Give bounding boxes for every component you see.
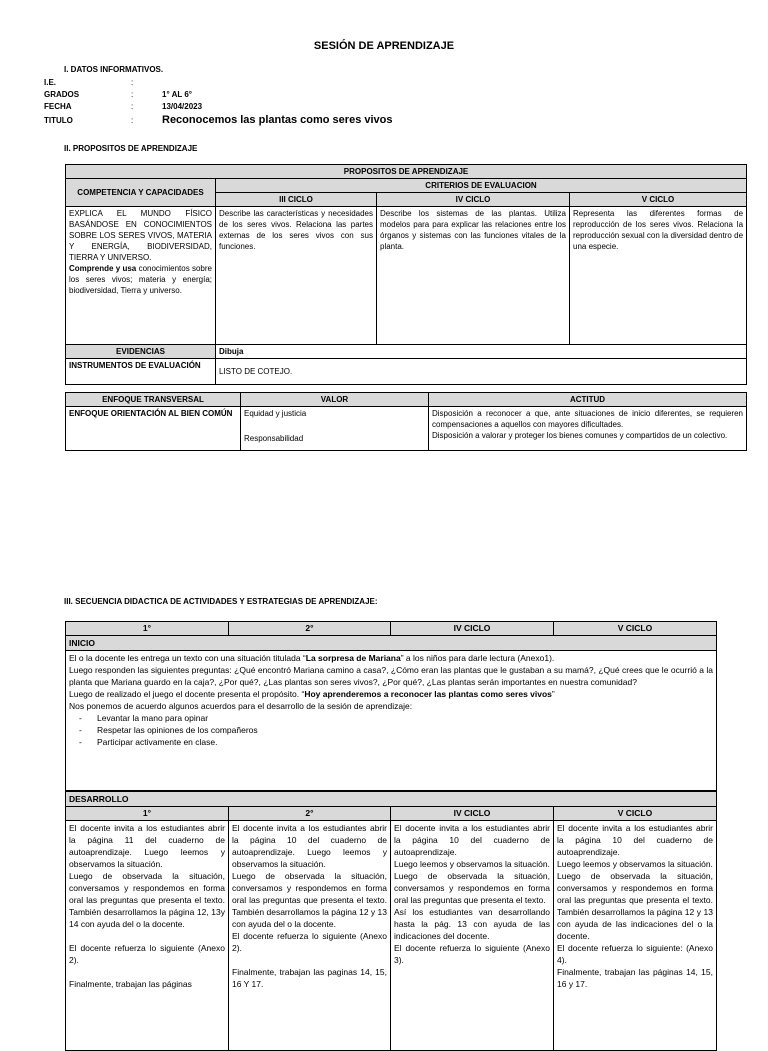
competencia-bold: Comprende y usa	[69, 264, 137, 273]
field-label: I.E.	[44, 78, 57, 87]
des-2-p: El docente refuerza lo siguiente (Anexo 2).	[232, 930, 387, 953]
des-1-p: Finalmente, trabajan las páginas	[69, 978, 192, 989]
field-sep: :	[131, 102, 134, 111]
des-v-p: Finalmente, trabajan las páginas 14, 15, 16 y 17.	[557, 966, 713, 989]
field-grados	[44, 90, 544, 102]
inicio-p3-c: ”	[551, 689, 555, 699]
ciclo-iii-header: III CICLO	[216, 193, 377, 207]
field-label: TITULO	[44, 116, 73, 125]
des-iv-p: El docente refuerza lo siguiente (Anexo 3).	[394, 942, 550, 965]
des-2-p: Luego de observada la situación, conversamos y respondemos en forma oral las preguntas que presenta el texto. También desarrollamos la página 12 y 13 con ayuda del o la docente.	[232, 870, 387, 929]
inicio-paragraph-3	[69, 688, 713, 700]
inicio-p1-c: ” a los niños para darle lectura (Anexo1).	[400, 653, 555, 663]
des-1-p: El docente invita a los estudiantes abrir la página 11 del cuaderno de autoaprendizaje. Luego leemos y observamos la situación.	[69, 822, 225, 869]
datos-informativos	[44, 78, 544, 128]
inicio-p1-a: El o la docente les entrega un texto con una situación titulada “	[69, 653, 306, 663]
criterio-iv-cell: Describe los sistemas de las plantas. Utiliza modelos para para explicar las relaciones entre los órganos y sistemas con las funciones vitales de la planta.	[377, 207, 570, 345]
des-col-1-header: 1°	[66, 806, 229, 820]
valor-1: Equidad y justicia	[244, 409, 307, 418]
field-value: 1° AL 6°	[162, 90, 192, 99]
competencia-cell	[66, 207, 216, 345]
des-col-iv-header: IV CICLO	[391, 806, 554, 820]
desarrollo-iv-cell	[391, 820, 554, 1050]
section-1-heading: I. DATOS INFORMATIVOS.	[64, 65, 164, 74]
col-iv-header: IV CICLO	[391, 622, 554, 636]
des-v-p: Luego de observada la situación, conversamos y respondemos en forma oral las preguntas que presenta el texto. También desarrollamos la página 12 y 13 con ayuda de las indicaciones del o la docente.	[557, 870, 713, 941]
acuerdo-item: - Participar activamente en clase.	[97, 736, 713, 748]
actitud-2: Disposición a valorar y proteger los bienes comunes y compartidos de un colectivo.	[432, 431, 728, 440]
section-2-heading: II. PROPOSITOS DE APRENDIZAJE	[64, 144, 198, 153]
field-sep: :	[131, 90, 134, 99]
des-v-p: Luego leemos y observamos la situación.	[557, 858, 713, 869]
desarrollo-v-cell	[554, 820, 717, 1050]
acuerdos-list	[69, 712, 713, 748]
des-v-p: El docente invita a los estudiantes abrir la página 10 del cuaderno de autoaprendizaje.	[557, 822, 713, 857]
instrumentos-value: LISTO DE COTEJO.	[216, 359, 747, 385]
inicio-paragraph-2: Luego responden las siguientes preguntas: ¿Qué encontró Mariana camino a casa?, ¿Cómo eran las plantas que le gustaban a su mamá?, ¿Qué crees que le ocurrió a la planta que Mariana guardo en la caja?, ¿Por qué?, ¿Las plantas son seres vivos?, ¿Por qué?, ¿Las plantas serán importantes en nuestra comunidad?	[69, 665, 713, 687]
enfoque-value: ENFOQUE ORIENTACIÓN AL BIEN COMÚN	[66, 407, 241, 451]
acuerdo-item: - Respetar las opiniones de los compañeros	[97, 724, 713, 736]
criterios-header: CRITERIOS DE EVALUACION	[216, 179, 747, 193]
des-2-p: Finalmente, trabajan las paginas 14, 15, 16 Y 17.	[232, 966, 387, 989]
des-1-p: Luego de observada la situación, conversamos y respondemos en forma oral las preguntas que presenta el texto. También desarrollamos la página 12, 13y 14 con ayuda del o la docente.	[69, 870, 225, 929]
col-1-header: 1°	[66, 622, 229, 636]
field-ie	[44, 78, 544, 90]
ciclo-v-header: V CICLO	[570, 193, 747, 207]
actitud-header: ACTITUD	[429, 393, 747, 407]
inicio-p3-b: Hoy aprenderemos a reconocer las plantas como seres vivos	[304, 689, 552, 699]
ciclo-iv-header: IV CICLO	[377, 193, 570, 207]
evidencias-label: EVIDENCIAS	[66, 345, 216, 359]
inicio-paragraph-1	[69, 652, 713, 664]
field-sep: :	[131, 78, 134, 87]
valor-2: Responsabilidad	[244, 434, 304, 443]
actitud-1: Disposición a reconocer a que, ante situaciones de inicio diferentes, se requieren compensaciones a aquellos con mayores dificultades.	[432, 409, 743, 429]
inicio-label: INICIO	[66, 636, 717, 651]
des-1-p: El docente refuerza lo siguiente (Anexo 2).	[69, 942, 225, 965]
document-title: SESIÓN DE APRENDIZAJE	[313, 40, 455, 52]
des-iv-p: Luego de observada la situación, conversamos y respondemos en forma oral las preguntas que presenta el texto.	[394, 870, 550, 905]
field-fecha	[44, 102, 544, 114]
inicio-content	[66, 651, 717, 791]
field-label: FECHA	[44, 102, 72, 111]
desarrollo-label: DESARROLLO	[66, 791, 717, 807]
valor-cell	[241, 407, 429, 451]
instrumentos-label: INSTRUMENTOS DE EVALUACIÓN	[66, 359, 216, 385]
des-2-p: El docente invita a los estudiantes abrir la página 10 del cuaderno de autoaprendizaje. Luego leemos y observamos la situación.	[232, 822, 387, 869]
des-iv-p: Luego leemos y observamos la situación.	[394, 858, 550, 869]
col-2-header: 2°	[229, 622, 391, 636]
inicio-p3-a: Luego de realizado el juego el docente presenta el propósito. “	[69, 689, 305, 699]
competencia-text2: conocimientos sobre los seres vivos; materia y energía; biodiversidad, Tierra y universo.	[69, 264, 212, 295]
field-value: Reconocemos las plantas como seres vivos	[162, 114, 393, 126]
criterio-iii-cell: Describe las características y necesidades de los seres vivos. Relaciona las partes externas de los seres vivos con sus funciones.	[216, 207, 377, 345]
section-3-heading: III. SECUENCIA DIDACTICA DE ACTIVIDADES Y ESTRATEGIAS DE APRENDIZAJE:	[64, 597, 378, 606]
desarrollo-1-cell	[66, 820, 229, 1050]
propositos-header: PROPOSITOS DE APRENDIZAJE	[66, 165, 747, 179]
criterio-v-cell: Representa las diferentes formas de reproducción de los seres vivos. Relaciona la reproducción sexual con la diversidad dentro de una especie.	[570, 207, 747, 345]
acuerdo-item: - Levantar la mano para opinar	[97, 712, 713, 724]
secuencia-table	[65, 621, 717, 1051]
field-sep: :	[131, 116, 134, 125]
desarrollo-2-cell	[229, 820, 391, 1050]
field-value: 13/04/2023	[162, 102, 203, 111]
des-iv-p: Así los estudiantes van desarrollando hasta la pág. 13 con ayuda de las indicaciones del docente.	[394, 906, 550, 941]
field-titulo	[44, 114, 544, 128]
field-label: GRADOS	[44, 90, 80, 99]
enfoque-table	[65, 392, 747, 451]
propositos-table	[65, 164, 747, 385]
col-v-header: V CICLO	[554, 622, 717, 636]
actitud-cell	[429, 407, 747, 451]
valor-header: VALOR	[241, 393, 429, 407]
enfoque-header: ENFOQUE TRANSVERSAL	[66, 393, 241, 407]
competencia-header: COMPETENCIA Y CAPACIDADES	[66, 179, 216, 207]
des-v-p: El docente refuerza lo siguiente: (Anexo 4).	[557, 942, 713, 965]
des-iv-p: El docente invita a los estudiantes abrir la página 10 del cuaderno de autoaprendizaje.	[394, 822, 550, 857]
competencia-text: EXPLICA EL MUNDO FÍSICO BASÁNDOSE EN CONOCIMIENTOS SOBRE LOS SERES VIVOS, MATERIA Y ENERGÍA, BIODIVERSIDAD, TIERRA Y UNIVERSO.	[69, 209, 212, 262]
des-col-2-header: 2°	[229, 806, 391, 820]
des-col-v-header: V CICLO	[554, 806, 717, 820]
inicio-paragraph-4: Nos ponemos de acuerdo algunos acuerdos para el desarrollo de la sesión de aprendizaje:	[69, 701, 413, 711]
evidencias-value: Dibuja	[216, 345, 747, 359]
inicio-p1-b: La sorpresa de Mariana	[305, 653, 401, 663]
